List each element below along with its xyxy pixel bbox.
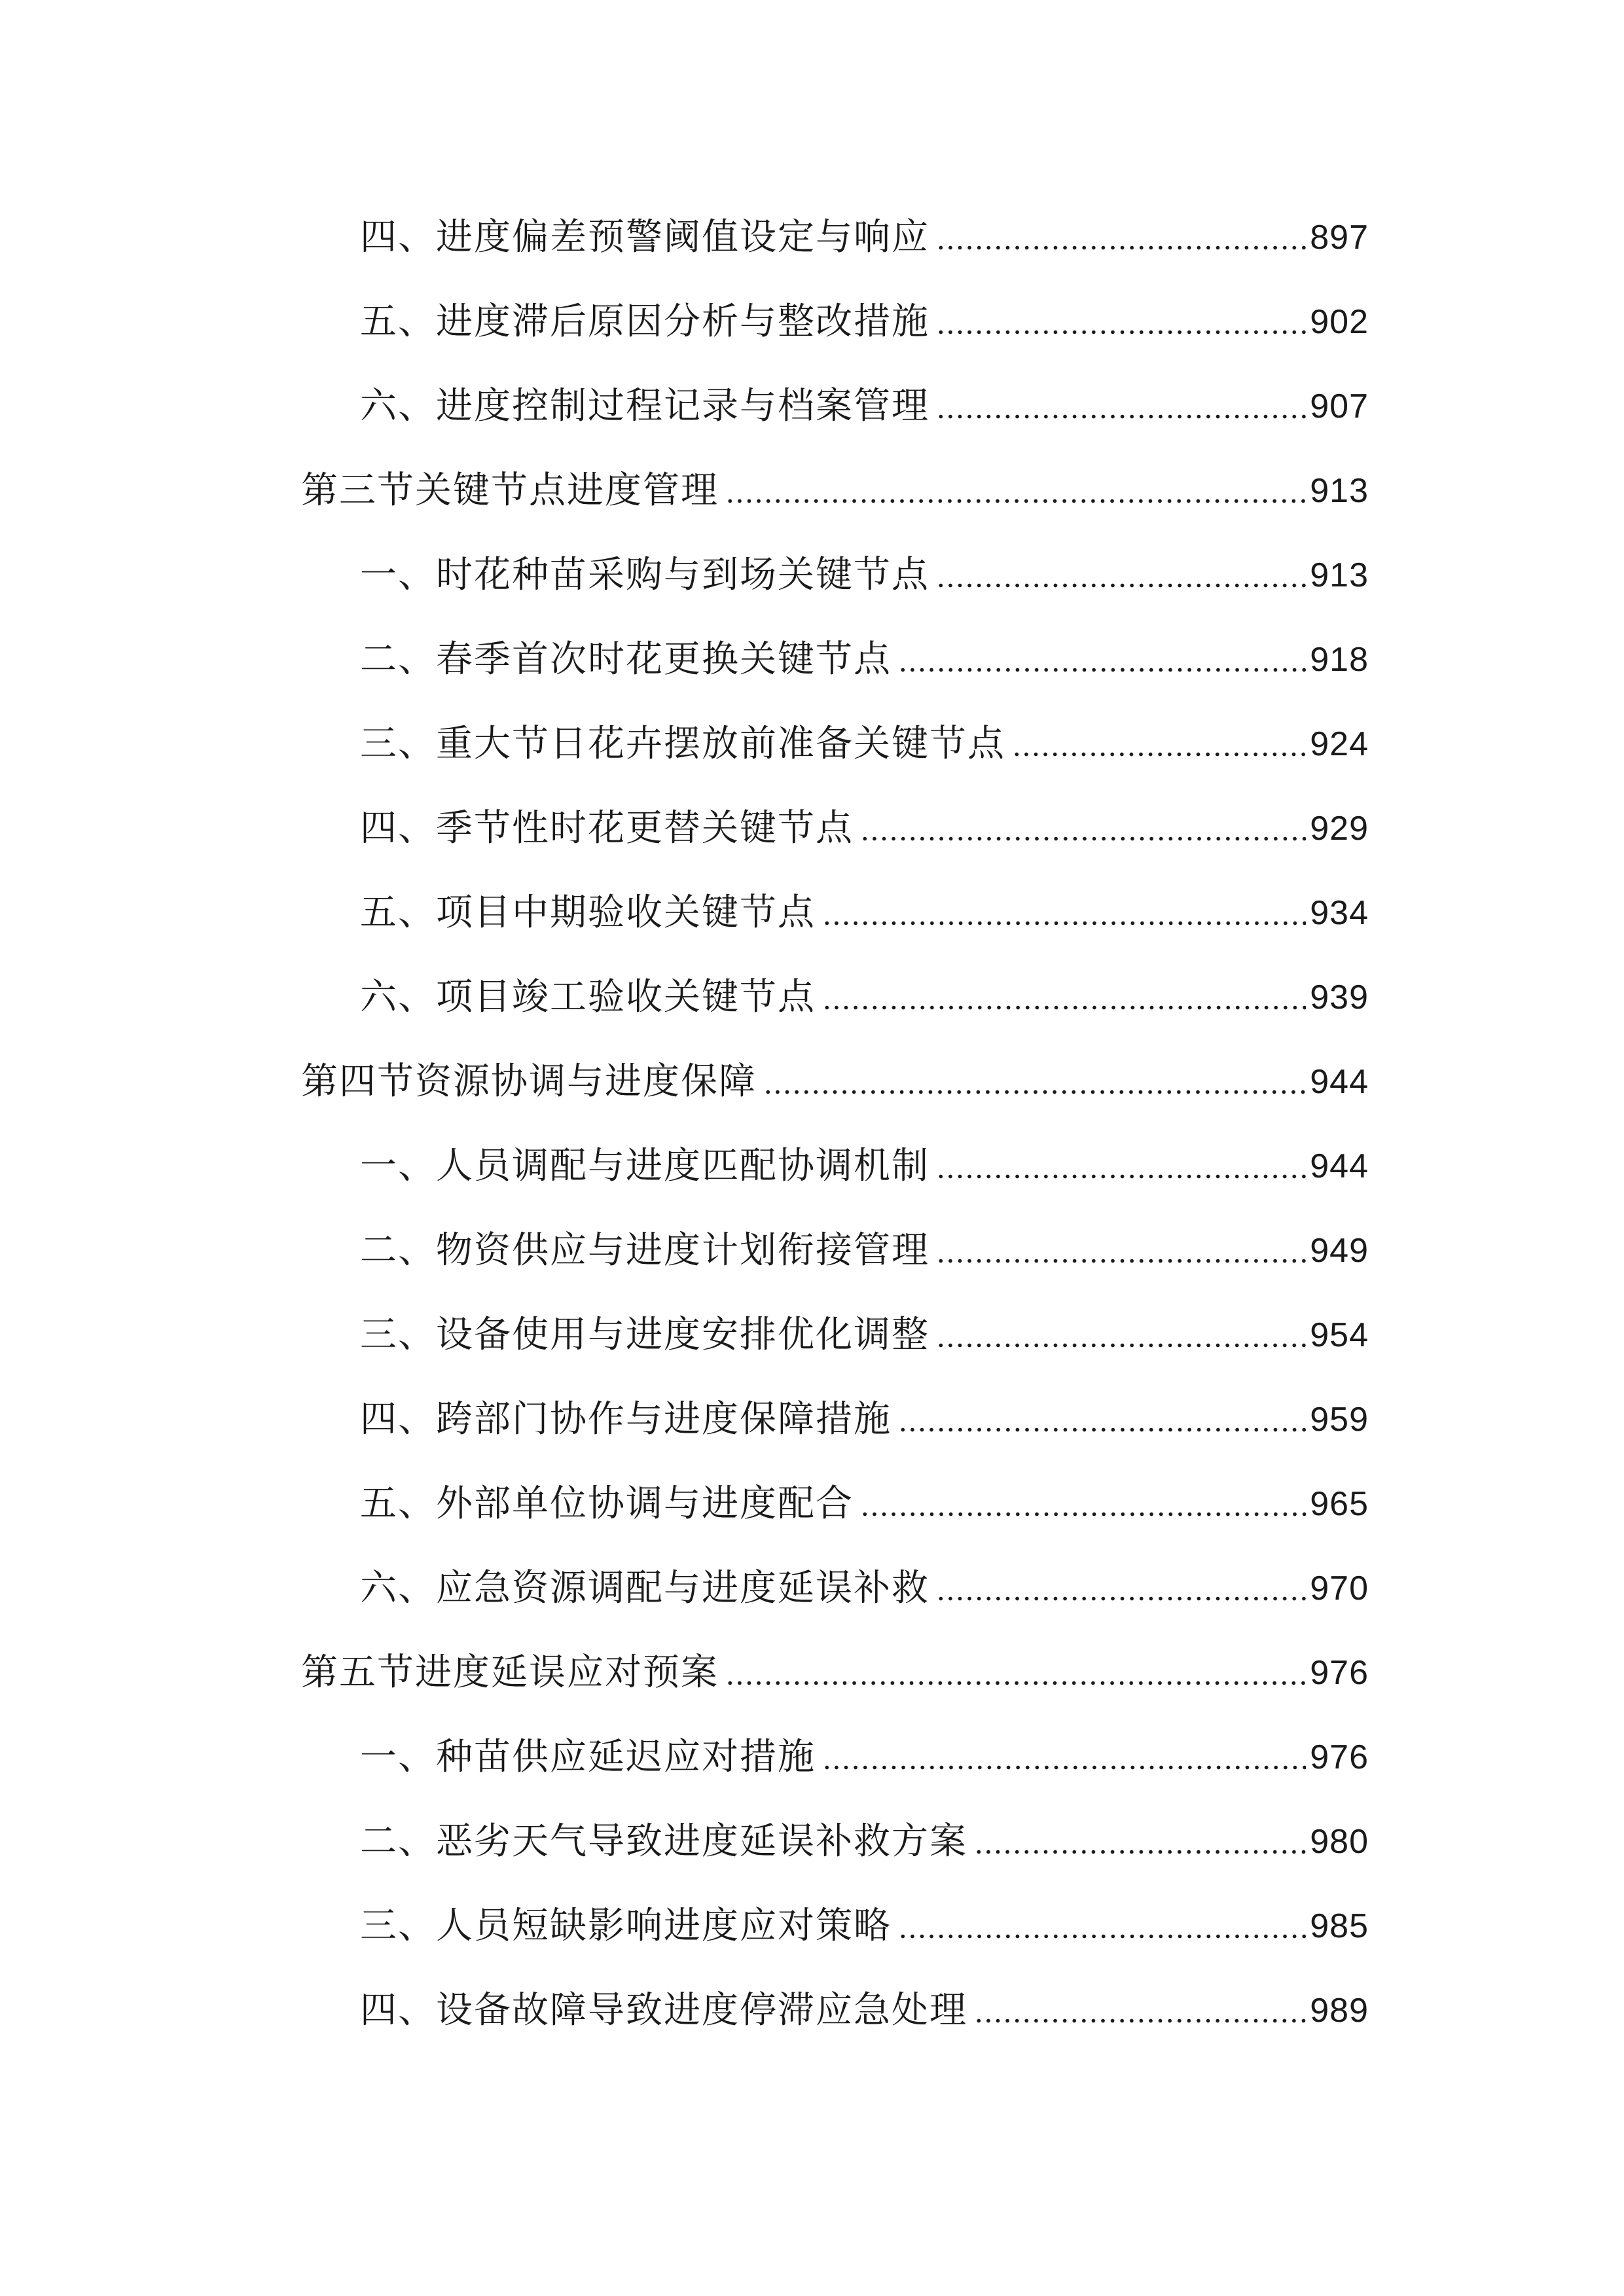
toc-entry-page: 965 — [1310, 1485, 1369, 1523]
toc-entry-title: 二、春季首次时花更换关键节点 — [360, 638, 892, 681]
toc-entry[interactable] — [360, 543, 1369, 608]
toc-entry[interactable] — [360, 1471, 1369, 1537]
dot-leader — [822, 1765, 1306, 1770]
toc-entry[interactable] — [360, 880, 1369, 946]
dot-leader — [725, 1681, 1306, 1685]
dot-leader — [936, 1343, 1306, 1348]
dot-leader — [936, 330, 1306, 334]
dot-leader — [936, 1259, 1306, 1263]
toc-entry-page: 918 — [1310, 641, 1369, 679]
dot-leader — [936, 414, 1306, 419]
toc-entry-page: 976 — [1310, 1738, 1369, 1776]
dot-leader — [936, 245, 1306, 250]
dot-leader — [763, 1090, 1306, 1094]
toc-entry[interactable] — [360, 1218, 1369, 1283]
toc-entry[interactable] — [360, 1556, 1369, 1621]
toc-entry-title: 四、设备故障导致进度停滞应急处理 — [360, 1989, 967, 2032]
toc-entry-page: 929 — [1310, 810, 1369, 848]
toc-entry[interactable] — [360, 1978, 1369, 2043]
toc-entry-page: 902 — [1310, 303, 1369, 341]
toc-entry-title: 六、项目竣工验收关键节点 — [360, 976, 816, 1018]
dot-leader — [974, 1850, 1306, 1854]
dot-leader — [936, 1174, 1306, 1179]
toc-entry[interactable] — [360, 1725, 1369, 1790]
toc-section-entry[interactable] — [301, 1640, 1369, 1706]
toc-entry[interactable] — [360, 1809, 1369, 1874]
toc-entry-page: 944 — [1310, 1063, 1369, 1101]
toc-entry-page: 913 — [1310, 472, 1369, 510]
toc-entry-page: 954 — [1310, 1316, 1369, 1354]
toc-entry-page: 980 — [1310, 1823, 1369, 1861]
toc-entry-page: 989 — [1310, 1992, 1369, 2030]
toc-entry-title: 第五节进度延误应对预案 — [301, 1651, 719, 1694]
toc-entry-title: 二、物资供应与进度计划衔接管理 — [360, 1229, 929, 1272]
toc-entry[interactable] — [360, 627, 1369, 692]
toc-entry[interactable] — [360, 374, 1369, 439]
dot-leader — [822, 1005, 1306, 1010]
toc-entry-title: 五、项目中期验收关键节点 — [360, 891, 816, 934]
toc-entry-page: 976 — [1310, 1654, 1369, 1692]
toc-entry-page: 913 — [1310, 556, 1369, 594]
toc-entry-title: 二、恶劣天气导致进度延误补救方案 — [360, 1820, 967, 1863]
toc-entry-title: 六、进度控制过程记录与档案管理 — [360, 385, 929, 427]
toc-entry-title: 第三节关键节点进度管理 — [301, 469, 719, 512]
toc-entry[interactable] — [360, 1134, 1369, 1199]
toc-entry-page: 985 — [1310, 1907, 1369, 1945]
toc-entry-title: 一、时花种苗采购与到场关键节点 — [360, 554, 929, 596]
toc-entry-page: 897 — [1310, 219, 1369, 257]
toc-entry-title: 四、跨部门协作与进度保障措施 — [360, 1398, 892, 1441]
dot-leader — [898, 1934, 1306, 1939]
toc-entry-page: 944 — [1310, 1147, 1369, 1185]
dot-leader — [898, 668, 1306, 672]
toc-entry-page: 907 — [1310, 387, 1369, 425]
toc-entry-page: 924 — [1310, 725, 1369, 763]
toc-entry[interactable] — [360, 796, 1369, 861]
toc-entry-title: 六、应急资源调配与进度延误补救 — [360, 1567, 929, 1609]
toc-entry[interactable] — [360, 1893, 1369, 1959]
toc-section-entry[interactable] — [301, 458, 1369, 524]
toc-entry-page: 970 — [1310, 1570, 1369, 1607]
toc-entry-page: 959 — [1310, 1401, 1369, 1439]
dot-leader — [898, 1427, 1306, 1432]
toc-entry-title: 第四节资源协调与进度保障 — [301, 1060, 757, 1103]
toc-entry-page: 939 — [1310, 978, 1369, 1016]
dot-leader — [725, 499, 1306, 503]
toc-section-entry[interactable] — [301, 1049, 1369, 1115]
dot-leader — [822, 921, 1306, 925]
toc-entry-title: 一、种苗供应延迟应对措施 — [360, 1736, 816, 1778]
toc-entry[interactable] — [360, 711, 1369, 777]
toc-entry-title: 五、进度滞后原因分析与整改措施 — [360, 300, 929, 343]
toc-entry-title: 一、人员调配与进度匹配协调机制 — [360, 1145, 929, 1187]
dot-leader — [860, 1512, 1306, 1516]
toc-entry[interactable] — [360, 965, 1369, 1030]
toc-entry-title: 三、重大节日花卉摆放前准备关键节点 — [360, 723, 1005, 765]
toc-entry[interactable] — [360, 1387, 1369, 1452]
toc-entry[interactable] — [360, 1302, 1369, 1368]
dot-leader — [936, 1596, 1306, 1601]
toc-entry[interactable] — [360, 289, 1369, 355]
toc-entry-title: 四、季节性时花更替关键节点 — [360, 807, 854, 850]
toc-entry-page: 949 — [1310, 1232, 1369, 1270]
toc-entry-title: 三、设备使用与进度安排优化调整 — [360, 1314, 929, 1356]
toc-entry-title: 四、进度偏差预警阈值设定与响应 — [360, 216, 929, 259]
toc-entry-title: 三、人员短缺影响进度应对策略 — [360, 1905, 892, 1947]
dot-leader — [1012, 752, 1306, 757]
toc-entry-title: 五、外部单位协调与进度配合 — [360, 1482, 854, 1525]
toc-entry[interactable] — [360, 205, 1369, 270]
dot-leader — [860, 836, 1306, 841]
dot-leader — [974, 2018, 1306, 2023]
toc-entry-page: 934 — [1310, 894, 1369, 932]
dot-leader — [936, 583, 1306, 588]
